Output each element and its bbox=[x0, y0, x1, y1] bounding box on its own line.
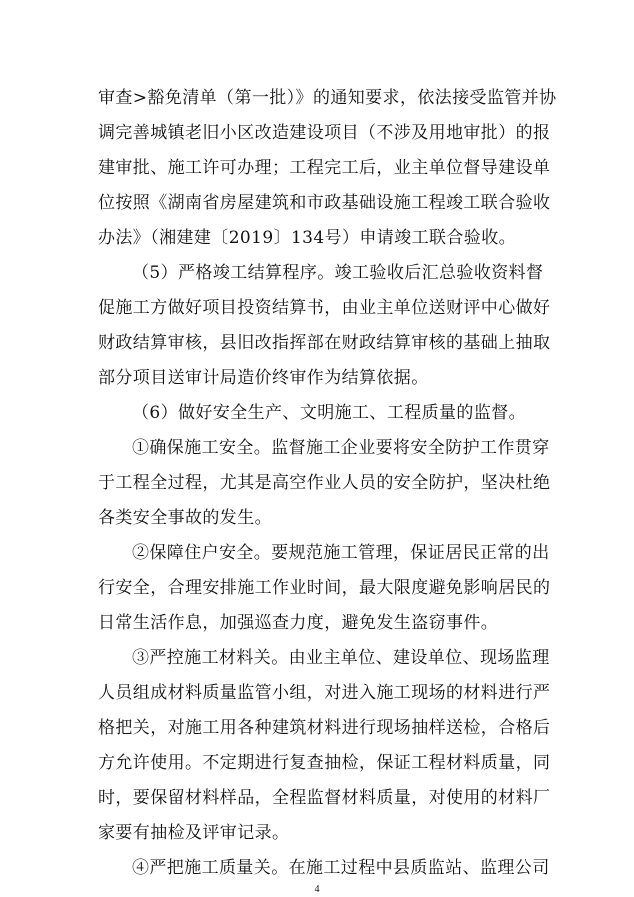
text-line: 时，要保留材料样品，全程监督材料质量，对使用的材料厂 bbox=[98, 788, 551, 808]
text-line: 部分项目送审计局造价终审作为结算依据。 bbox=[98, 368, 429, 388]
text-line: 格把关，对施工用各种建筑材料进行现场抽样送检，合格后 bbox=[98, 718, 551, 738]
text-line: 各类安全事故的发生。 bbox=[98, 508, 272, 528]
text-line: 审查>豁免清单（第一批）》的通知要求，依法接受监管并协 bbox=[98, 88, 557, 108]
paragraph-start-line: ①确保施工安全。监督施工企业要将安全防护工作贯穿 bbox=[132, 438, 550, 458]
text-line: 方允许使用。不定期进行复查抽检，保证工程材料质量，同 bbox=[98, 753, 551, 773]
text-line: 人员组成材料质量监管小组，对进入施工现场的材料进行严 bbox=[98, 683, 551, 703]
text-line: 建审批、施工许可办理；工程完工后，业主单位督导建设单 bbox=[98, 158, 551, 178]
text-line: 行安全，合理安排施工作业时间，最大限度避免影响居民的 bbox=[98, 578, 551, 598]
text-line: 位按照《湖南省房屋建筑和市政基础设施工程竣工联合验收 bbox=[98, 193, 551, 213]
section-heading: （6）做好安全生产、文明施工、工程质量的监督。 bbox=[132, 403, 527, 423]
page-number: 4 bbox=[314, 884, 320, 895]
paragraph-start-line: （5）严格竣工结算程序。竣工验收后汇总验收资料督 bbox=[132, 263, 544, 283]
text-line: 财政结算审核，县旧改指挥部在财政结算审核的基础上抽取 bbox=[98, 333, 551, 353]
paragraph-start-line: ③严控施工材料关。由业主单位、建设单位、现场监理 bbox=[132, 648, 550, 668]
paragraph-start-line: ②保障住户安全。要规范施工管理，保证居民正常的出 bbox=[132, 543, 550, 563]
paragraph-start-line: ④严把施工质量关。在施工过程中县质监站、监理公司 bbox=[132, 858, 550, 878]
text-line: 促施工方做好项目投资结算书，由业主单位送财评中心做好 bbox=[98, 298, 551, 318]
text-line: 日常生活作息，加强巡查力度，避免发生盗窃事件。 bbox=[98, 613, 499, 633]
text-line: 办法》（湘建建〔2019〕134号）申请竣工联合验收。 bbox=[98, 228, 517, 248]
text-line: 于工程全过程，尤其是高空作业人员的安全防护，坚决杜绝 bbox=[98, 473, 551, 493]
text-line: 家要有抽检及评审记录。 bbox=[98, 823, 290, 843]
text-line: 调完善城镇老旧小区改造建设项目（不涉及用地审批）的报 bbox=[98, 123, 551, 143]
